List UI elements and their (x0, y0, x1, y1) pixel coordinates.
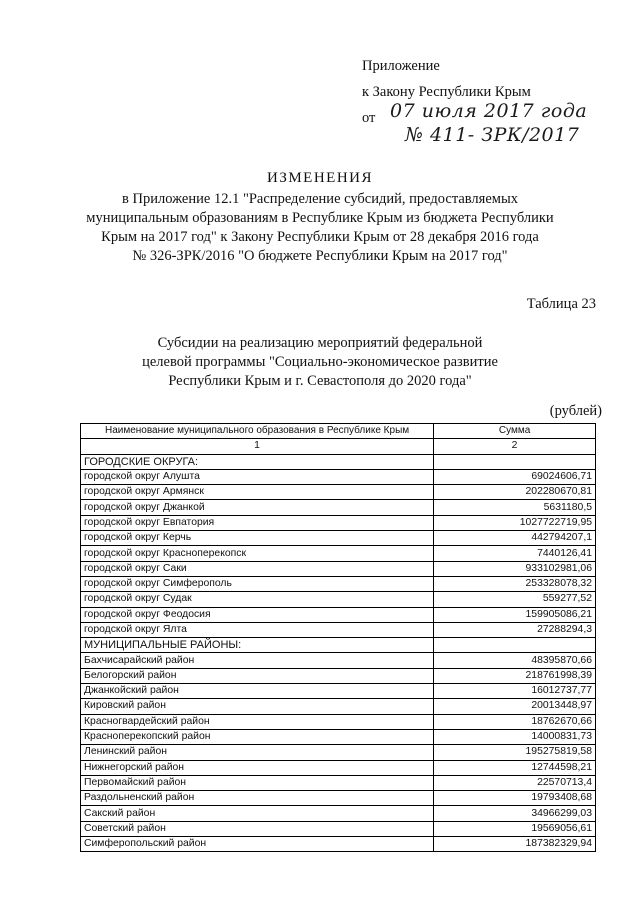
subsidy-amount: 1027722719,95 (434, 515, 596, 530)
subsidy-amount: 22570713,4 (434, 775, 596, 790)
column-index-2: 2 (434, 439, 596, 454)
subsidy-amount: 69024606,71 (434, 469, 596, 484)
municipality-name: Нижнегорский район (81, 760, 434, 775)
municipality-name: Первомайский район (81, 775, 434, 790)
subsidy-amount: 159905086,21 (434, 607, 596, 622)
municipality-name: городской округ Алушта (81, 469, 434, 484)
group-amount-empty (434, 638, 596, 653)
table-row (81, 653, 596, 668)
municipality-name: городской округ Евпатория (81, 515, 434, 530)
handwritten-date: 07 июля 2017 года (390, 100, 588, 122)
table-row (81, 791, 596, 806)
subsidies-table (80, 423, 596, 852)
annex-title: Приложение (362, 58, 440, 74)
table-row (81, 607, 596, 622)
subsidy-amount: 20013448,97 (434, 699, 596, 714)
subsidy-amount: 202280670,81 (434, 485, 596, 500)
table-row (81, 760, 596, 775)
municipality-name: городской округ Симферополь (81, 576, 434, 591)
annex-law-reference: к Закону Республики Крым (362, 84, 531, 100)
municipality-name: Бахчисарайский район (81, 653, 434, 668)
subsidy-amount: 195275819,58 (434, 745, 596, 760)
municipality-name: Раздольненский район (81, 791, 434, 806)
municipality-name: городской округ Красноперекопск (81, 546, 434, 561)
municipality-name: городской округ Керчь (81, 531, 434, 546)
table-subtitle (0, 334, 640, 391)
handwritten-number: № 411- ЗРК/2017 (405, 124, 580, 146)
municipality-name: Симферопольский район (81, 837, 434, 852)
heading-line: № 326-ЗРК/2016 "О бюджете Республики Крым на 2017 год" (132, 248, 508, 264)
table-row (81, 515, 596, 530)
table-row (81, 714, 596, 729)
municipality-name: Советский район (81, 821, 434, 836)
municipality-name: Красноперекопский район (81, 729, 434, 744)
municipality-name: Ленинский район (81, 745, 434, 760)
table-label: Таблица 23 (526, 296, 596, 312)
table-row (81, 576, 596, 591)
subsidy-amount: 34966299,03 (434, 806, 596, 821)
column-header-name: Наименование муниципального образования в Республике Крым (81, 424, 434, 439)
subsidy-amount: 5631180,5 (434, 500, 596, 515)
subsidy-amount: 253328078,32 (434, 576, 596, 591)
heading-line: в Приложение 12.1 "Распределение субсидий, предоставляемых (122, 191, 518, 207)
table-row (81, 668, 596, 683)
municipality-name: городской округ Саки (81, 561, 434, 576)
subsidy-amount: 7440126,41 (434, 546, 596, 561)
municipality-name: Красногвардейский район (81, 714, 434, 729)
group-amount-empty (434, 454, 596, 469)
municipality-name: Белогорский район (81, 668, 434, 683)
municipality-name: городской округ Армянск (81, 485, 434, 500)
table-row (81, 561, 596, 576)
subsidy-amount: 218761998,39 (434, 668, 596, 683)
table-row (81, 546, 596, 561)
table-row (81, 531, 596, 546)
table-index-row (81, 439, 596, 454)
municipality-name: городской округ Ялта (81, 622, 434, 637)
table-body (81, 439, 596, 852)
subsidy-amount: 19569056,61 (434, 821, 596, 836)
table-row (81, 592, 596, 607)
table-group-row (81, 454, 596, 469)
subsidy-amount: 19793408,68 (434, 791, 596, 806)
table-header-row (81, 424, 596, 439)
subsidy-amount: 14000831,73 (434, 729, 596, 744)
heading-line: Крым на 2017 год" к Закону Республики Крым от 28 декабря 2016 года (101, 229, 539, 245)
column-header-amount: Сумма (434, 424, 596, 439)
table-row (81, 821, 596, 836)
municipality-name: Джанкойский район (81, 684, 434, 699)
table-row (81, 806, 596, 821)
group-title: МУНИЦИПАЛЬНЫЕ РАЙОНЫ: (81, 638, 434, 653)
annex-date-prefix: от (362, 110, 376, 126)
subtitle-line: целевой программы "Социально-экономическое развитие (142, 354, 498, 370)
subsidy-amount: 48395870,66 (434, 653, 596, 668)
table-row (81, 699, 596, 714)
municipality-name: Сакский район (81, 806, 434, 821)
subtitle-line: Республики Крым и г. Севастополя до 2020 года" (168, 373, 472, 389)
document-title: ИЗМЕНЕНИЯ (266, 170, 373, 186)
subsidy-amount: 18762670,66 (434, 714, 596, 729)
municipality-name: городской округ Судак (81, 592, 434, 607)
table-row (81, 775, 596, 790)
subsidy-amount: 27288294,3 (434, 622, 596, 637)
table-row (81, 500, 596, 515)
subsidy-amount: 16012737,77 (434, 684, 596, 699)
subsidy-amount: 442794207,1 (434, 531, 596, 546)
subsidy-amount: 187382329,94 (434, 837, 596, 852)
table-group-row (81, 638, 596, 653)
group-title: ГОРОДСКИЕ ОКРУГА: (81, 454, 434, 469)
table-row (81, 837, 596, 852)
table-row (81, 622, 596, 637)
table-row (81, 729, 596, 744)
subtitle-line: Субсидии на реализацию мероприятий федеральной (157, 335, 483, 351)
municipality-name: Кировский район (81, 699, 434, 714)
heading-text (0, 190, 640, 266)
subsidy-amount: 12744598,21 (434, 760, 596, 775)
column-index-1: 1 (81, 439, 434, 454)
subsidy-amount: 933102981,06 (434, 561, 596, 576)
table-row (81, 684, 596, 699)
units-label: (рублей) (549, 403, 602, 419)
municipality-name: городской округ Феодосия (81, 607, 434, 622)
table-row (81, 745, 596, 760)
subsidy-amount: 559277,52 (434, 592, 596, 607)
table-row (81, 485, 596, 500)
municipality-name: городской округ Джанкой (81, 500, 434, 515)
heading-line: муниципальным образованиям в Республике Крым из бюджета Республики (86, 210, 554, 226)
table-row (81, 469, 596, 484)
